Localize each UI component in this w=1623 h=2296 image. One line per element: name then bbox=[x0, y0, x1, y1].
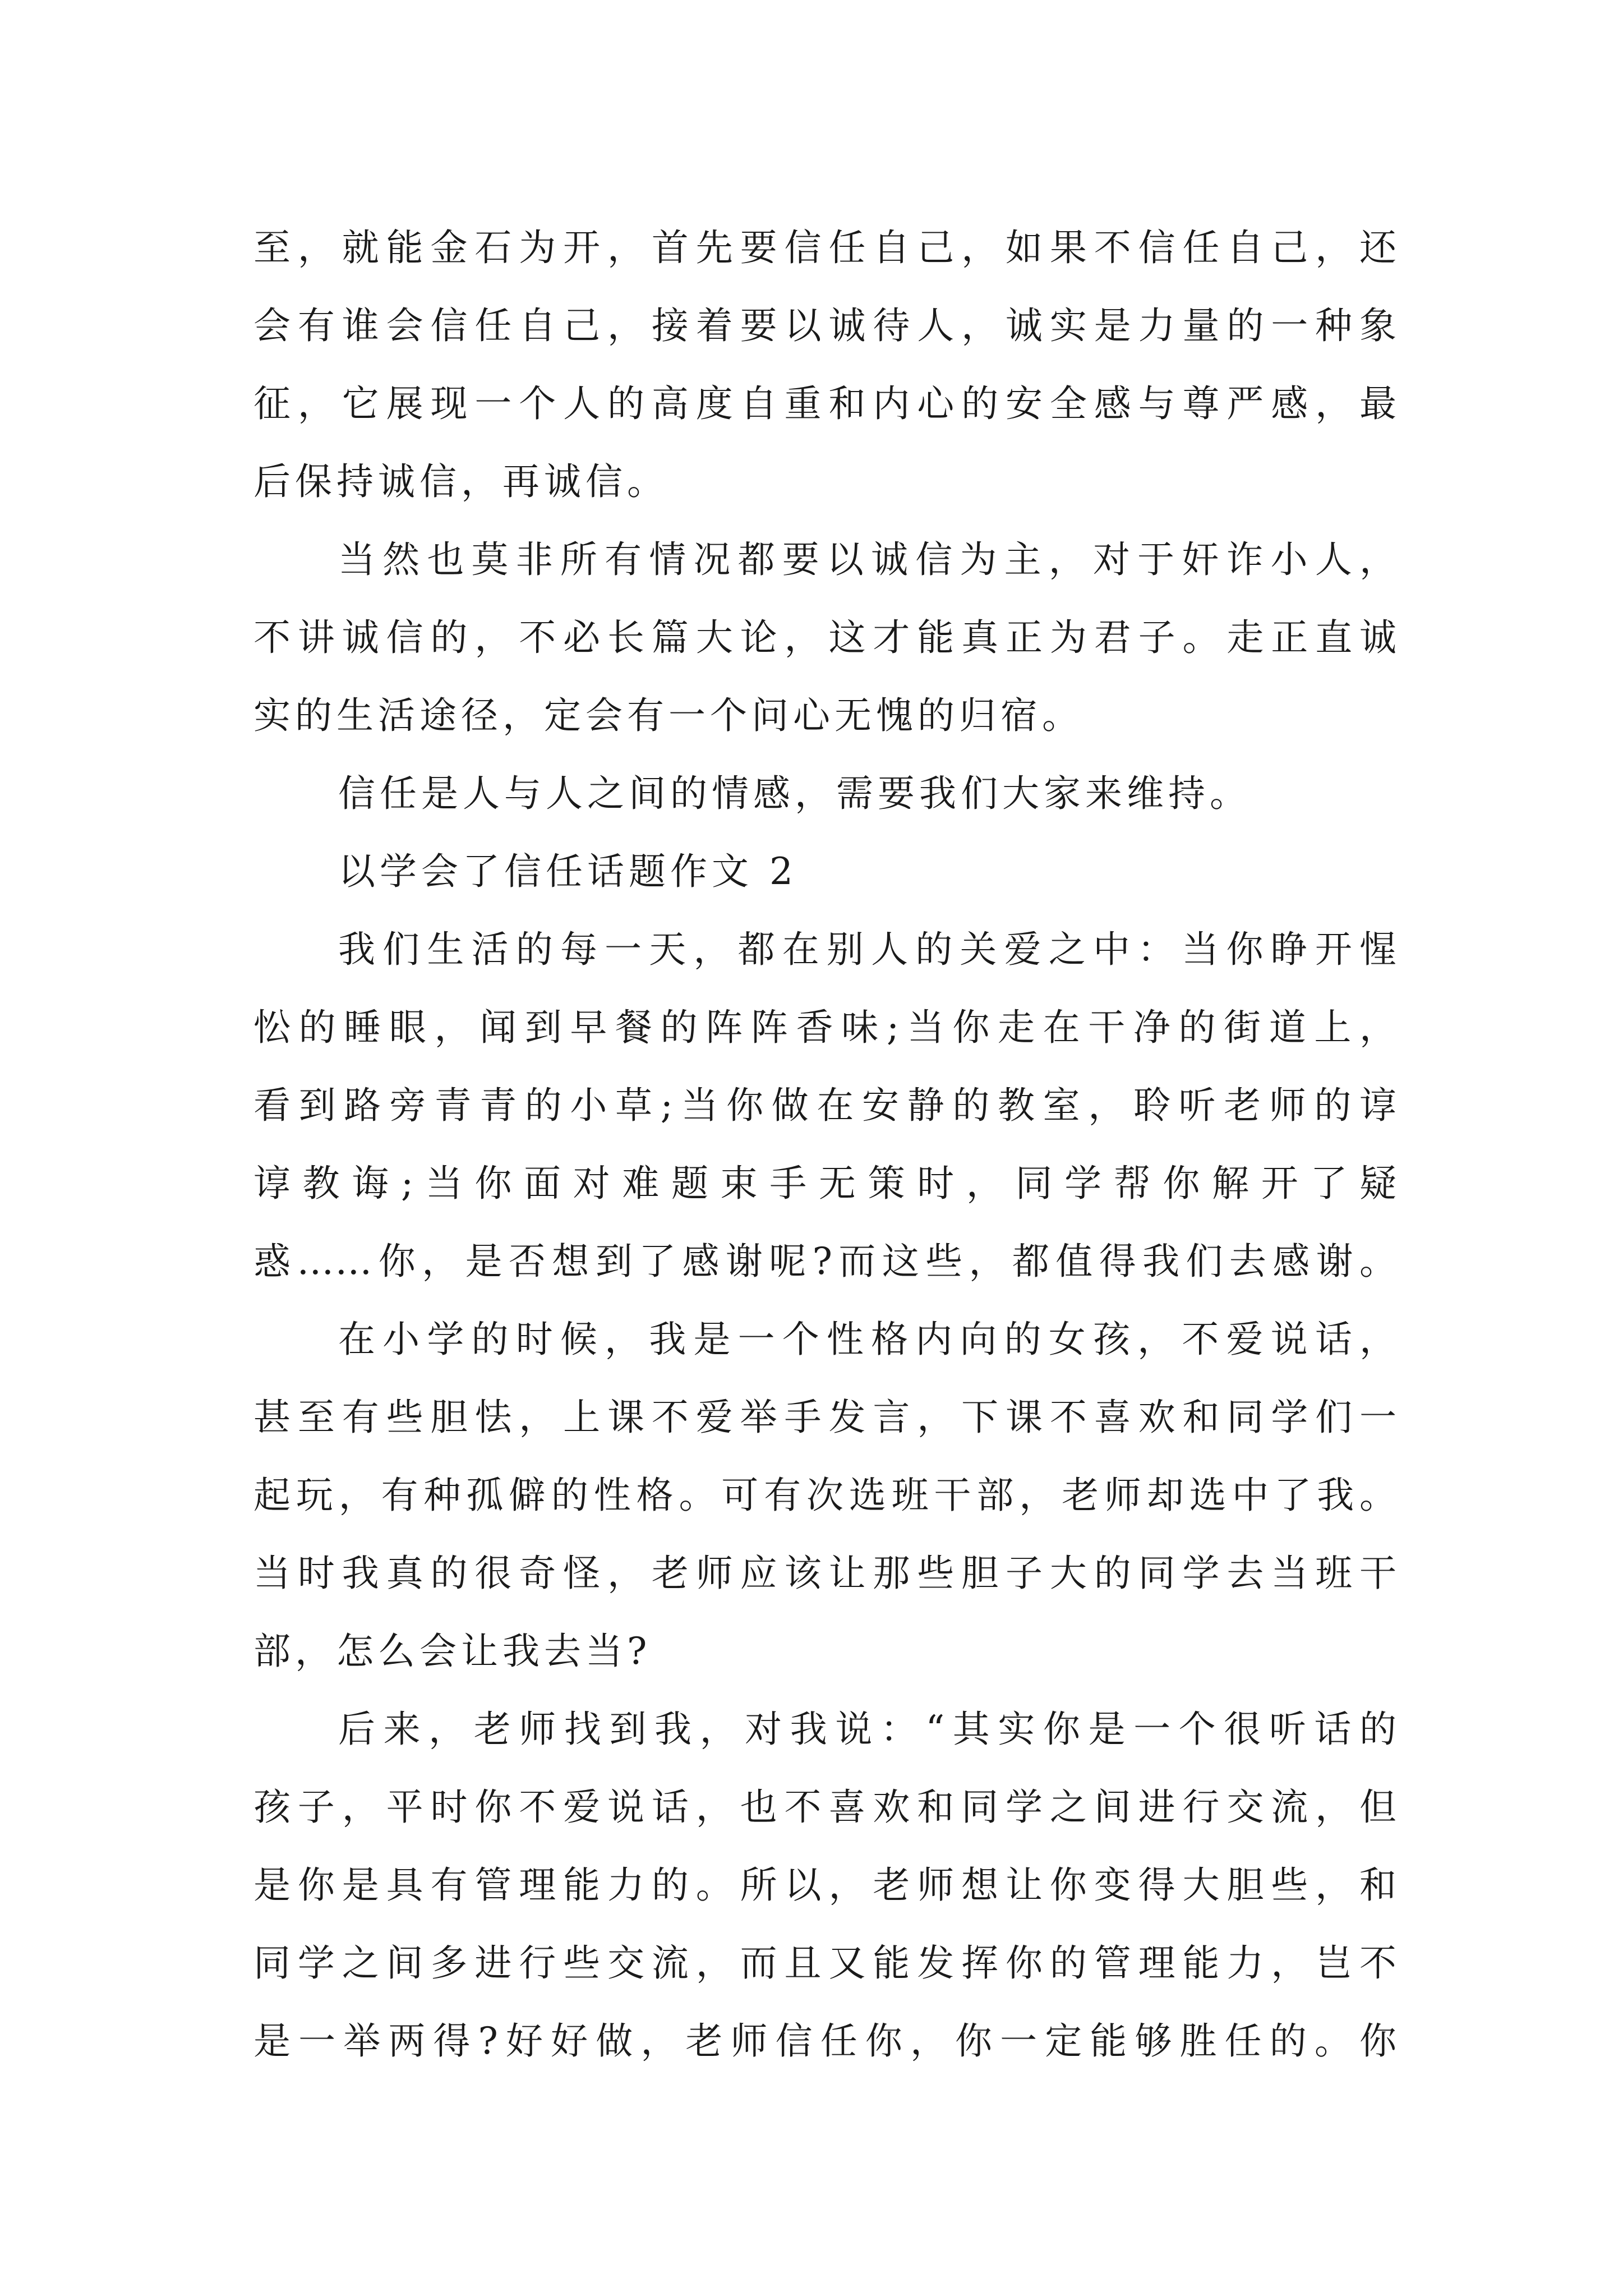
text-line: 同学之间多进行些交流，而且又能发挥你的管理能力，岂不 bbox=[253, 1941, 1398, 1985]
text-line: 征，它展现一个人的高度自重和内心的安全感与尊严感，最 bbox=[253, 382, 1398, 425]
text-line: 不讲诚信的，不必长篇大论，这才能真正为君子。走正直诚 bbox=[253, 616, 1398, 659]
text-line: 后来，老师找到我，对我说：“其实你是一个很听话的 bbox=[338, 1708, 1398, 1751]
text-line: 起玩，有种孤僻的性格。可有次选班干部，老师却选中了我。 bbox=[253, 1474, 1398, 1517]
text-line: 忪的睡眼，闻到早餐的阵阵香味;当你走在干净的街道上， bbox=[253, 1006, 1398, 1049]
text-line: 部，怎么会让我去当? bbox=[253, 1630, 652, 1673]
text-line: 是一举两得?好好做，老师信任你，你一定能够胜任的。你 bbox=[253, 2019, 1398, 2063]
text-line: 至，就能金石为开，首先要信任自己，如果不信任自己，还 bbox=[253, 226, 1398, 269]
text-line: 在小学的时候，我是一个性格内向的女孩，不爱说话， bbox=[338, 1318, 1398, 1361]
text-line: 信任是人与人之间的情感，需要我们大家来维持。 bbox=[338, 772, 1251, 815]
text-line: 孩子，平时你不爱说话，也不喜欢和同学之间进行交流，但 bbox=[253, 1786, 1398, 1829]
text-line: 实的生活途径，定会有一个问心无愧的归宿。 bbox=[253, 694, 1083, 737]
text-line: 谆教诲;当你面对难题束手无策时，同学帮你解开了疑 bbox=[253, 1162, 1398, 1205]
text-line: 会有谁会信任自己，接着要以诚待人，诚实是力量的一种象 bbox=[253, 304, 1398, 347]
text-line: 惑……你，是否想到了感谢呢?而这些，都值得我们去感谢。 bbox=[253, 1240, 1398, 1283]
text-line: 甚至有些胆怯，上课不爱举手发言，下课不喜欢和同学们一 bbox=[253, 1396, 1398, 1439]
section-heading: 以学会了信任话题作文 2 bbox=[338, 850, 797, 893]
text-line: 后保持诚信，再诚信。 bbox=[253, 460, 668, 503]
text-line: 当时我真的很奇怪，老师应该让那些胆子大的同学去当班干 bbox=[253, 1552, 1398, 1595]
text-line: 当然也莫非所有情况都要以诚信为主，对于奸诈小人， bbox=[338, 538, 1398, 581]
text-line: 我们生活的每一天，都在别人的关爱之中：当你睁开惺 bbox=[338, 928, 1398, 971]
text-line: 看到路旁青青的小草;当你做在安静的教室，聆听老师的谆 bbox=[253, 1084, 1398, 1127]
text-line: 是你是具有管理能力的。所以，老师想让你变得大胆些，和 bbox=[253, 1864, 1398, 1907]
